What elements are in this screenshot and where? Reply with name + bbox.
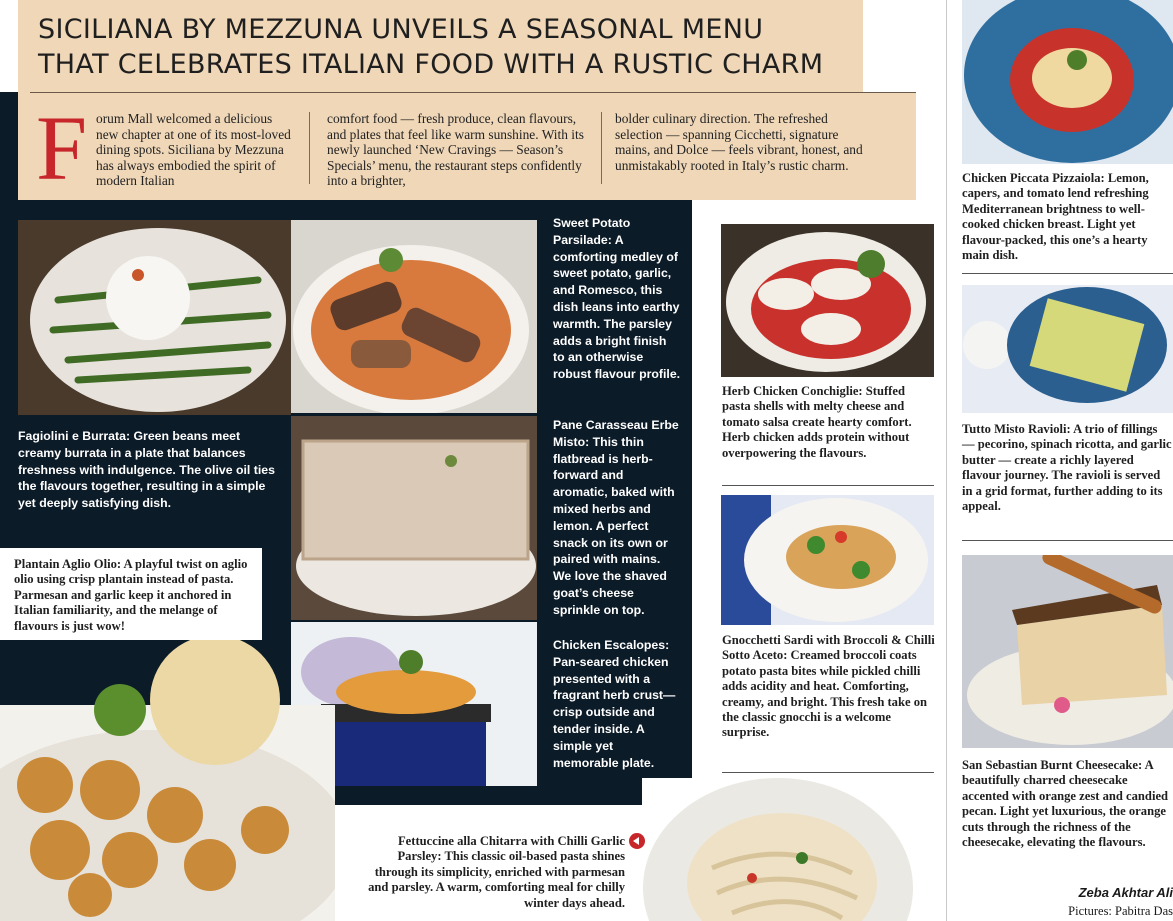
headline-line-2: THAT CELEBRATES ITALIAN FOOD WITH A RUSTIC CHARM — [38, 49, 824, 80]
photo-fagiolini-burrata — [18, 220, 291, 415]
photo-burnt-cheesecake — [962, 555, 1173, 748]
photo-sweet-potato — [291, 220, 537, 413]
headline-line-1: SICILIANA BY MEZZUNA UNVEILS A SEASONAL MENU — [38, 14, 764, 45]
author-credit: Zeba Akhtar Ali — [1078, 885, 1173, 900]
photo-herb-chicken-conchiglie — [721, 224, 934, 377]
drop-cap: F — [36, 97, 88, 199]
photo-chicken-piccata — [962, 0, 1173, 164]
caption-chicken-piccata: Chicken Piccata Pizzaiola: Lemon, capers, and tomato lend refreshing Mediterranean brightness to well-cooked chicken breast. Light yet flavour-packed, this one’s a hearty main dish. — [962, 171, 1149, 263]
caption-divider — [722, 485, 934, 486]
photo-gnocchetti-sardi — [721, 495, 934, 625]
photo-tutto-misto-ravioli — [962, 285, 1173, 413]
photo-pane-carasseau — [291, 416, 537, 620]
caption-sweet-potato: Sweet Potato Parsilade: A comforting medley of sweet potato, garlic, and Romesco, this dish leans into earthy warmth. The parsley adds a bright finish to an otherwise robust flavour profile. — [553, 216, 681, 382]
caption-tutto-misto-ravioli: Tutto Misto Ravioli: A trio of fillings — pecorino, spinach ricotta, and garlic butter — create a richly layered flavour journey. The ravioli is served in a grid format, further adding to its appeal. — [962, 422, 1172, 514]
column-divider — [309, 112, 310, 184]
intro-top-rule — [30, 92, 916, 93]
headline — [18, 0, 863, 82]
intro-column-2: comfort food — fresh produce, clean flavours, and plates that feel like warm sunshine. With its newly launched ‘New Cravings — Season’s Specials’ menu, the restaurant steps confidently into a brighter, — [327, 111, 584, 188]
caption-fagiolini-burrata: Fagiolini e Burrata: Green beans meet creamy burrata in a plate that balances freshness with indulgence. The olive oil ties the flavours together, resulting in a simple yet deeply satisfying dish. — [18, 429, 275, 511]
caption-divider — [962, 273, 1173, 274]
photo-plantain-aglio-olio — [0, 615, 335, 921]
caption-divider — [722, 772, 934, 773]
column-divider-line — [946, 0, 947, 921]
caption-fettuccine: Fettuccine alla Chitarra with Chilli Garlic Parsley: This classic oil-based pasta shines through its simplicity, enriched with parmesan and parsley. A warm, comforting meal for chilly winter days ahead. — [368, 834, 625, 910]
caption-burnt-cheesecake: San Sebastian Burnt Cheesecake: A beautifully charred cheesecake accented with orange zest and candied pecan. Light yet luxurious, the orange cuts through the richness of the cheesecake, elevating the flavours. — [962, 758, 1169, 850]
column-divider — [601, 112, 602, 184]
arrow-left-icon — [629, 833, 645, 849]
caption-divider — [962, 540, 1173, 541]
pictures-credit: Pictures: Pabitra Das — [1068, 904, 1173, 918]
headline-box — [18, 0, 863, 92]
intro-column-3: bolder culinary direction. The refreshed selection — spanning Cicchetti, signature mains, and Dolce — feels vibrant, honest, and unmistakably rooted in Italy’s rustic charm. — [615, 111, 863, 173]
caption-gnocchetti-sardi: Gnocchetti Sardi with Broccoli & Chilli Sotto Aceto: Creamed broccoli coats potato pasta bites while pickled chilli adds acidity and heat. Comforting, creamy, and bright. This fresh take on the classic gnocchi is a welcome surprise. — [722, 633, 935, 740]
photo-fettuccine — [642, 778, 914, 921]
intro-column-1: orum Mall welcomed a delicious new chapter at one of its most-loved dining spots. Siciliana by Mezzuna has always embodied the spirit of modern Italian — [96, 111, 291, 188]
caption-plantain-aglio-olio: Plantain Aglio Olio: A playful twist on aglio olio using crisp plantain instead of pasta. Parmesan and garlic keep it anchored in Italian familiarity, and the melange of flavours is just wow! — [14, 557, 248, 633]
caption-chicken-escalopes: Chicken Escalopes: Pan-seared chicken presented with a fragrant herb crust— crisp outside and tender inside. A simple yet memorable plate. — [553, 638, 676, 770]
caption-herb-chicken-conchiglie: Herb Chicken Conchiglie: Stuffed pasta shells with melty cheese and tomato salsa create hearty comfort. Herb chicken adds protein without overpowering the flavours. — [722, 384, 912, 460]
caption-pane-carasseau: Pane Carasseau Erbe Misto: This thin flatbread is herb-forward and aromatic, baked with mixed herbs and lemon. A perfect snack on its own or paired with mains. We love the shaved goat’s cheese sprinkle on top. — [553, 418, 679, 617]
